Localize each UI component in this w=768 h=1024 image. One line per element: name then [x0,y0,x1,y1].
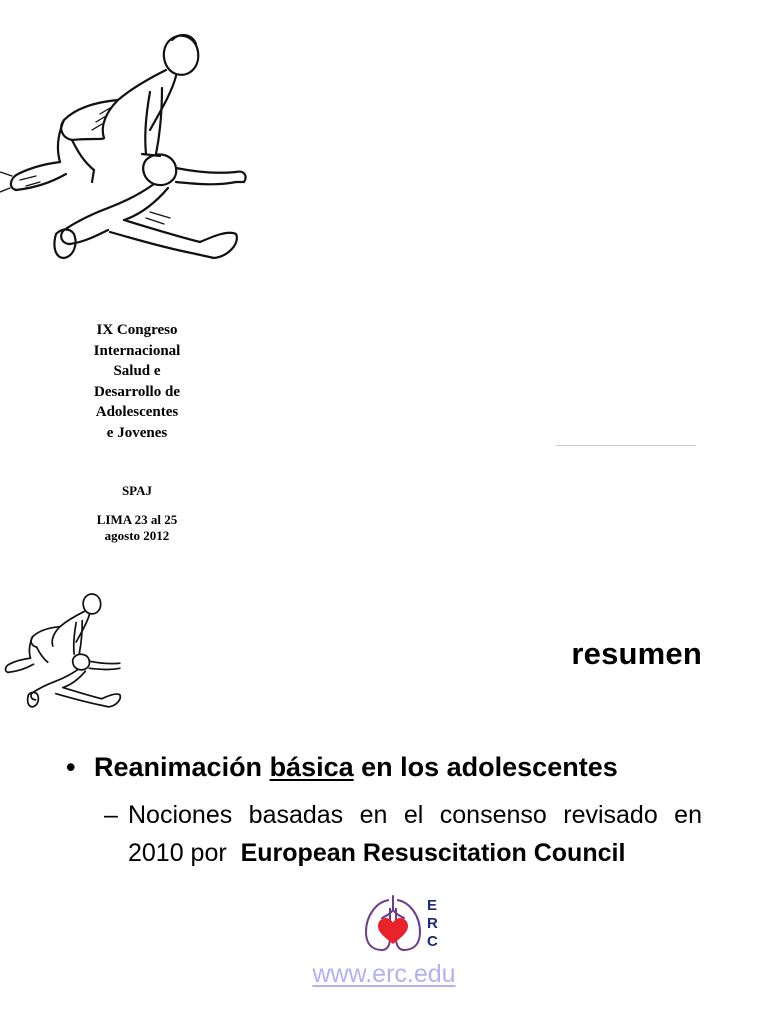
sub-bullet-plain: Nociones basadas en el consenso revisado en 2010 por [128,801,702,867]
cpr-illustration-small [0,586,132,710]
erc-website-link[interactable]: www.erc.edu [312,960,456,988]
congress-title [66,320,208,443]
cpr-illustration [0,22,260,262]
erc-website [0,960,768,989]
congress-line: Adolescentes [95,404,179,420]
congress-line: Salud e [113,363,161,379]
slide-heading: resumen [571,636,702,671]
bullet-item [66,748,716,786]
sub-bullet-dash: – [104,801,118,829]
erc-letter: E [427,897,438,914]
sub-bullet-bold: European Resuscitation Council [240,839,626,867]
congress-line: e Jovenes [106,424,168,441]
congress-line: Desarrollo de [94,383,180,400]
congress-line: Internacional [93,342,181,359]
decorative-rule [556,445,696,446]
erc-letter: R [427,915,438,932]
heart-icon [378,918,408,944]
congress-line: IX Congreso [96,322,178,338]
bullet-dot: • [66,752,76,782]
bullet-text-suffix: en los adolescentes [353,752,618,782]
event-date [66,512,208,544]
erc-letter: C [427,933,438,950]
bullet-text-prefix: Reanimación [94,752,270,782]
organization-name: SPAJ [121,483,153,498]
sub-bullet-text [104,796,702,872]
erc-logo [362,894,452,956]
bullet-text-underlined: básica [269,752,354,782]
date-line: agosto 2012 [104,528,170,543]
sub-bullet-item [104,796,702,872]
erc-letters [427,897,438,951]
date-line: LIMA 23 al 25 [96,512,178,527]
